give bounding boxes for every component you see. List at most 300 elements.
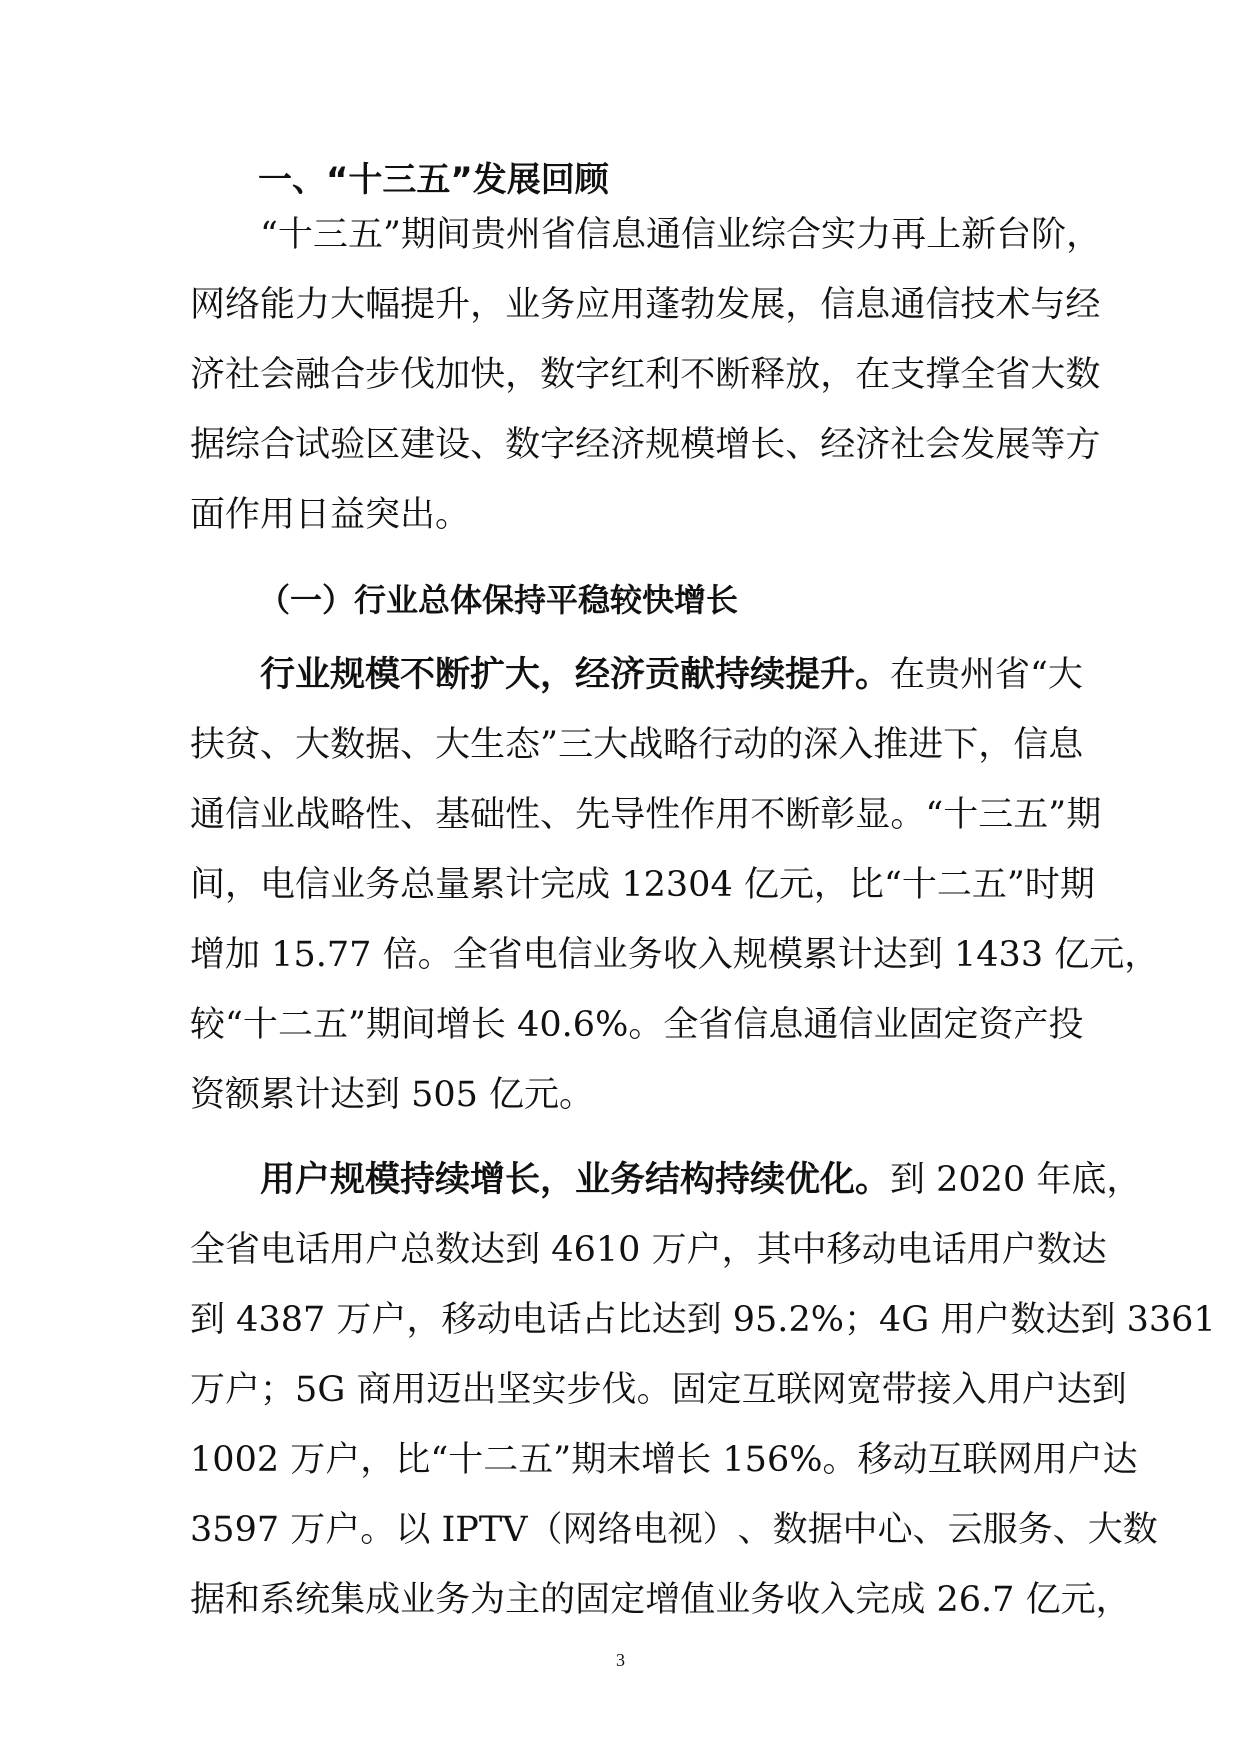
glyph: 省 xyxy=(995,355,1031,395)
glyph: 7 xyxy=(326,935,350,975)
glyph: 2 xyxy=(936,1580,959,1620)
glyph xyxy=(345,1360,356,1420)
glyph: 实 xyxy=(531,1370,567,1410)
glyph: 7 xyxy=(256,1510,280,1550)
paragraph-line xyxy=(190,995,1084,1055)
glyph: 万 xyxy=(651,1230,687,1270)
glyph: 2 xyxy=(643,865,666,905)
glyph: 固 xyxy=(671,1370,707,1410)
glyph: 服 xyxy=(982,1510,1018,1550)
glyph: 坚 xyxy=(496,1370,532,1410)
glyph: “ xyxy=(260,215,278,255)
glyph: . xyxy=(981,1580,993,1620)
glyph: 十 xyxy=(242,1005,278,1045)
paragraph-line xyxy=(190,415,1101,475)
glyph: 到 xyxy=(505,1230,541,1270)
glyph: 息 xyxy=(1048,725,1084,765)
glyph: 计 xyxy=(505,865,541,905)
glyph: 信 xyxy=(295,865,331,905)
glyph: 不 xyxy=(750,795,786,835)
glyph: 进 xyxy=(908,725,944,765)
glyph: 移 xyxy=(826,1230,862,1270)
glyph: . xyxy=(777,1300,789,1340)
glyph: 、 xyxy=(912,1510,948,1550)
glyph: 业 xyxy=(505,285,541,325)
glyph: 设 xyxy=(435,425,471,465)
glyph: 合 xyxy=(330,355,366,395)
line-text xyxy=(190,1220,1107,1280)
glyph: 信 xyxy=(733,1005,769,1045)
glyph: 信 xyxy=(225,795,261,835)
glyph: ” xyxy=(1048,795,1067,835)
glyph: 7 xyxy=(303,1300,326,1340)
line-text xyxy=(190,785,1102,845)
glyph: 上 xyxy=(926,215,962,255)
glyph: 收 xyxy=(785,1580,821,1620)
glyph: 投 xyxy=(1048,1005,1084,1045)
glyph: 发 xyxy=(715,285,751,325)
glyph: 动 xyxy=(733,725,769,765)
paragraph-line xyxy=(190,925,1160,985)
glyph: 主 xyxy=(505,1580,541,1620)
glyph: 社 xyxy=(225,355,261,395)
glyph xyxy=(1014,1570,1025,1630)
glyph: 步 xyxy=(365,355,401,395)
glyph: 话 xyxy=(546,1300,582,1340)
glyph: 大 xyxy=(295,725,331,765)
glyph: 期 xyxy=(365,1005,401,1045)
glyph: 户 xyxy=(325,1440,361,1480)
glyph: 实 xyxy=(821,215,857,255)
glyph: 二 xyxy=(277,1005,313,1045)
glyph: 达 xyxy=(1056,1370,1092,1410)
glyph: 技 xyxy=(960,285,996,325)
glyph: 略 xyxy=(330,795,366,835)
glyph: 元 xyxy=(1089,935,1125,975)
glyph: 其 xyxy=(756,1230,792,1270)
glyph: 达 xyxy=(651,1300,687,1340)
glyph: 勃 xyxy=(680,285,716,325)
line-text: 在贵州省“大 xyxy=(890,655,1083,695)
line-text xyxy=(190,1360,1127,1420)
paragraph-lead: 行业规模不断扩大，经济贡献持续提升。 xyxy=(260,655,891,695)
glyph: 增 xyxy=(435,1005,471,1045)
glyph: 彰 xyxy=(820,795,856,835)
glyph: ， xyxy=(721,1230,757,1270)
glyph: 入 xyxy=(697,935,733,975)
glyph: 业 xyxy=(715,1580,751,1620)
glyph: 亿 xyxy=(1025,1580,1061,1620)
glyph: 十 xyxy=(901,865,937,905)
line-text: 面作用日益突出。 xyxy=(190,495,471,535)
glyph: 业 xyxy=(260,795,296,835)
glyph: 据 xyxy=(807,1510,843,1550)
glyph: 5 xyxy=(744,1440,767,1480)
glyph: 生 xyxy=(470,725,506,765)
glyph: 1 xyxy=(271,935,294,975)
glyph: 2 xyxy=(256,1440,280,1480)
glyph: 电 xyxy=(896,1230,932,1270)
glyph: 0 xyxy=(539,1005,562,1045)
glyph: 万 xyxy=(290,1510,326,1550)
glyph: 用 xyxy=(986,1370,1022,1410)
glyph: 迈 xyxy=(426,1370,462,1410)
glyph: 时 xyxy=(1024,865,1060,905)
glyph: T xyxy=(478,1510,503,1550)
line-text xyxy=(190,275,1101,335)
glyph: 业 xyxy=(716,215,752,255)
glyph: 增 xyxy=(641,1440,677,1480)
glyph: 全 xyxy=(663,1005,699,1045)
glyph: 能 xyxy=(260,285,296,325)
glyph: 完 xyxy=(540,865,576,905)
glyph: ” xyxy=(382,215,401,255)
glyph: 网 xyxy=(811,1370,847,1410)
glyph: 4 xyxy=(710,865,733,905)
paragraph-line xyxy=(190,785,1102,845)
glyph: 信 xyxy=(820,285,856,325)
glyph: 展 xyxy=(995,425,1031,465)
glyph: 的 xyxy=(768,725,804,765)
glyph: 综 xyxy=(225,425,261,465)
glyph: G xyxy=(901,1300,930,1340)
glyph: 达 xyxy=(872,935,908,975)
glyph: 5 xyxy=(755,1300,778,1340)
glyph: 用 xyxy=(391,1370,427,1410)
glyph: 幅 xyxy=(365,285,401,325)
glyph: 台 xyxy=(996,215,1032,255)
glyph: 互 xyxy=(741,1370,777,1410)
paragraph-line xyxy=(190,345,1101,405)
glyph xyxy=(1043,925,1054,985)
glyph: 达 xyxy=(1102,1440,1138,1480)
paragraph-line xyxy=(190,1290,1216,1350)
glyph: 3 xyxy=(998,935,1021,975)
glyph: 0 xyxy=(234,1440,257,1480)
page-number: 3 xyxy=(616,1650,625,1670)
glyph: 阶 xyxy=(1031,215,1067,255)
glyph: 、 xyxy=(260,725,296,765)
glyph: 动 xyxy=(892,1440,928,1480)
glyph: 贵 xyxy=(470,215,506,255)
glyph: 合 xyxy=(786,215,822,255)
glyph: 性 xyxy=(365,795,401,835)
glyph: 到 xyxy=(1080,1300,1116,1340)
glyph: “ xyxy=(225,1005,243,1045)
glyph: . xyxy=(315,935,327,975)
glyph: 务 xyxy=(750,1580,786,1620)
glyph: 省 xyxy=(698,1005,734,1045)
glyph xyxy=(711,1430,722,1490)
glyph: 户 xyxy=(371,1300,407,1340)
glyph: % xyxy=(789,1440,823,1480)
glyph: ； xyxy=(843,1300,879,1340)
glyph: 扶 xyxy=(190,725,226,765)
glyph: 网 xyxy=(997,1440,1033,1480)
glyph: 占 xyxy=(581,1300,617,1340)
line-text xyxy=(190,1290,1216,1350)
glyph: 大 xyxy=(435,725,471,765)
glyph: 络 xyxy=(597,1510,633,1550)
glyph: 数 xyxy=(505,425,541,465)
glyph: 三 xyxy=(978,795,1014,835)
line-text xyxy=(190,855,1095,915)
glyph: 户 xyxy=(1067,1440,1103,1480)
glyph: 数 xyxy=(330,725,366,765)
glyph: 数 xyxy=(1036,1230,1072,1270)
glyph: 3 xyxy=(1020,935,1044,975)
glyph: 州 xyxy=(505,215,541,255)
glyph: 发 xyxy=(960,425,996,465)
glyph: 数 xyxy=(1065,355,1101,395)
glyph: 合 xyxy=(260,425,296,465)
glyph: 提 xyxy=(400,285,436,325)
glyph: G xyxy=(317,1370,346,1410)
glyph: 推 xyxy=(873,725,909,765)
glyph xyxy=(279,1500,290,1560)
section-heading: 一、“十三五”发展回顾 xyxy=(258,160,609,200)
glyph: 经 xyxy=(1065,285,1101,325)
glyph: 亿 xyxy=(743,865,779,905)
glyph: ” xyxy=(553,1440,572,1480)
glyph: 入 xyxy=(838,725,874,765)
glyph: 态 xyxy=(505,725,541,765)
paragraph-line xyxy=(190,485,1050,545)
glyph: 万 xyxy=(290,1440,326,1480)
glyph: 产 xyxy=(1013,1005,1049,1045)
glyph: 、 xyxy=(470,425,506,465)
glyph: 信 xyxy=(925,285,961,325)
glyph xyxy=(325,1290,336,1350)
glyph xyxy=(225,1290,236,1350)
glyph: 大 xyxy=(593,725,629,765)
glyph: % xyxy=(595,1005,629,1045)
glyph xyxy=(722,1290,733,1350)
glyph xyxy=(925,1570,936,1630)
glyph: 间 xyxy=(190,865,226,905)
glyph: ， xyxy=(225,865,261,905)
glyph: 定 xyxy=(706,1370,742,1410)
glyph: ， xyxy=(1066,215,1102,255)
glyph: 完 xyxy=(855,1580,891,1620)
glyph: 力 xyxy=(295,285,331,325)
glyph: 步 xyxy=(566,1370,602,1410)
glyph xyxy=(1115,1290,1126,1350)
glyph: 0 xyxy=(618,1230,641,1270)
glyph: 3 xyxy=(258,1300,281,1340)
glyph: 比 xyxy=(395,1440,431,1480)
glyph: 网 xyxy=(562,1510,598,1550)
glyph: 到 xyxy=(686,1300,722,1340)
glyph: 务 xyxy=(540,285,576,325)
glyph: 用 xyxy=(940,1300,976,1340)
glyph: 全 xyxy=(452,935,488,975)
glyph: 定 xyxy=(943,1005,979,1045)
glyph: 通 xyxy=(645,215,681,255)
glyph: 战 xyxy=(628,725,664,765)
glyph: 1 xyxy=(1193,1300,1216,1340)
glyph: 十 xyxy=(277,215,313,255)
glyph: 间 xyxy=(400,1005,436,1045)
glyph: ， xyxy=(505,355,541,395)
glyph: 用 xyxy=(1032,1440,1068,1480)
glyph: 升 xyxy=(435,285,471,325)
line-text xyxy=(190,1500,1158,1560)
glyph: 用 xyxy=(610,285,646,325)
glyph: . xyxy=(561,1005,573,1045)
glyph: 成 xyxy=(575,865,611,905)
glyph: 力 xyxy=(856,215,892,255)
glyph: 电 xyxy=(260,865,296,905)
glyph: 网 xyxy=(190,285,226,325)
glyph: 建 xyxy=(400,425,436,465)
glyph: 户 xyxy=(1001,1230,1037,1270)
glyph: 导 xyxy=(610,795,646,835)
glyph: 、 xyxy=(400,795,436,835)
glyph: 9 xyxy=(234,1510,257,1550)
glyph: 字 xyxy=(540,425,576,465)
glyph: 7 xyxy=(992,1580,1015,1620)
glyph: ， xyxy=(820,355,856,395)
glyph: 万 xyxy=(190,1370,226,1410)
glyph: 3 xyxy=(665,865,689,905)
glyph: 比 xyxy=(848,865,884,905)
glyph: 经 xyxy=(575,425,611,465)
glyph: 全 xyxy=(960,355,996,395)
glyph: 户 xyxy=(1021,1370,1057,1410)
glyph: 云 xyxy=(947,1510,983,1550)
glyph: 会 xyxy=(925,425,961,465)
paragraph-line xyxy=(190,1570,1131,1630)
line-text xyxy=(190,1430,1138,1490)
glyph xyxy=(540,1220,551,1280)
glyph: 系 xyxy=(260,1580,296,1620)
glyph: 户 xyxy=(975,1300,1011,1340)
glyph: 接 xyxy=(916,1370,952,1410)
glyph: 8 xyxy=(280,1300,303,1340)
glyph: 联 xyxy=(776,1370,812,1410)
glyph: ， xyxy=(406,1300,442,1340)
glyph: 十 xyxy=(448,1440,484,1480)
glyph: 模 xyxy=(680,425,716,465)
glyph: 6 xyxy=(766,1440,790,1480)
glyph: 长 xyxy=(750,425,786,465)
glyph: 性 xyxy=(505,795,541,835)
subsection-heading: （一）行业总体保持平稳较快增长 xyxy=(258,581,739,619)
glyph: 元 xyxy=(1060,1580,1096,1620)
glyph: 6 xyxy=(573,1230,596,1270)
glyph: ” xyxy=(540,725,559,765)
glyph: 期 xyxy=(400,215,436,255)
glyph: 5 xyxy=(293,935,316,975)
glyph: 4 xyxy=(517,1005,540,1045)
glyph: 、 xyxy=(400,725,436,765)
glyph: 经 xyxy=(820,425,856,465)
glyph: ， xyxy=(1095,1580,1131,1620)
glyph: 电 xyxy=(522,935,558,975)
glyph: 3 xyxy=(1148,1300,1172,1340)
glyph: 应 xyxy=(575,285,611,325)
glyph: 。 xyxy=(636,1370,672,1410)
glyph: 加 xyxy=(435,355,471,395)
glyph: 综 xyxy=(751,215,787,255)
glyph: 心 xyxy=(877,1510,913,1550)
glyph: 联 xyxy=(962,1440,998,1480)
glyph: 业 xyxy=(873,1005,909,1045)
glyph: V xyxy=(502,1510,528,1550)
glyph: 性 xyxy=(645,795,681,835)
glyph: ） xyxy=(702,1510,738,1550)
glyph: 和 xyxy=(225,1580,261,1620)
glyph: 到 xyxy=(190,1300,226,1340)
glyph: 末 xyxy=(606,1440,642,1480)
glyph: 到 xyxy=(1091,1370,1127,1410)
glyph: 业 xyxy=(330,865,366,905)
glyph: 5 xyxy=(295,1370,318,1410)
glyph: 收 xyxy=(662,935,698,975)
glyph: 新 xyxy=(961,215,997,255)
glyph: 视 xyxy=(667,1510,703,1550)
glyph: 成 xyxy=(890,1580,926,1620)
glyph: 电 xyxy=(632,1510,668,1550)
paragraph-line xyxy=(260,645,1083,705)
glyph: ” xyxy=(347,1005,366,1045)
glyph: 亿 xyxy=(1054,935,1090,975)
glyph: 信 xyxy=(680,215,716,255)
glyph: 间 xyxy=(435,215,471,255)
glyph: 作 xyxy=(680,795,716,835)
glyph: 、 xyxy=(540,795,576,835)
glyph: 断 xyxy=(785,795,821,835)
glyph: 释 xyxy=(750,355,786,395)
glyph: 规 xyxy=(645,425,681,465)
glyph: 固 xyxy=(908,1005,944,1045)
glyph: 融 xyxy=(295,355,331,395)
glyph xyxy=(371,925,382,985)
glyph: 务 xyxy=(627,935,663,975)
glyph: ； xyxy=(260,1370,296,1410)
paragraph-line xyxy=(190,1360,1127,1420)
glyph: 加 xyxy=(225,935,261,975)
glyph: “ xyxy=(883,865,902,905)
glyph: 0 xyxy=(688,865,711,905)
glyph: 方 xyxy=(1065,425,1101,465)
glyph: 期 xyxy=(1059,865,1095,905)
glyph: 期 xyxy=(1066,795,1102,835)
glyph: 息 xyxy=(610,215,646,255)
glyph: 支 xyxy=(890,355,926,395)
glyph: 蓬 xyxy=(645,285,681,325)
glyph: ， xyxy=(785,285,821,325)
glyph: 全 xyxy=(190,1230,226,1270)
glyph: 为 xyxy=(470,1580,506,1620)
glyph: 4 xyxy=(551,1230,574,1270)
glyph: 络 xyxy=(225,285,261,325)
paragraph-line xyxy=(190,1500,1158,1560)
glyph: 规 xyxy=(732,935,768,975)
glyph: 2 xyxy=(788,1300,811,1340)
glyph: 展 xyxy=(750,285,786,325)
glyph: 础 xyxy=(470,795,506,835)
glyph: 济 xyxy=(610,425,646,465)
glyph: 户 xyxy=(365,1230,401,1270)
glyph: 伐 xyxy=(601,1370,637,1410)
glyph: 万 xyxy=(336,1300,372,1340)
glyph: 信 xyxy=(838,1005,874,1045)
glyph: 济 xyxy=(190,355,226,395)
glyph: 信 xyxy=(557,935,593,975)
glyph: 倍 xyxy=(382,935,418,975)
